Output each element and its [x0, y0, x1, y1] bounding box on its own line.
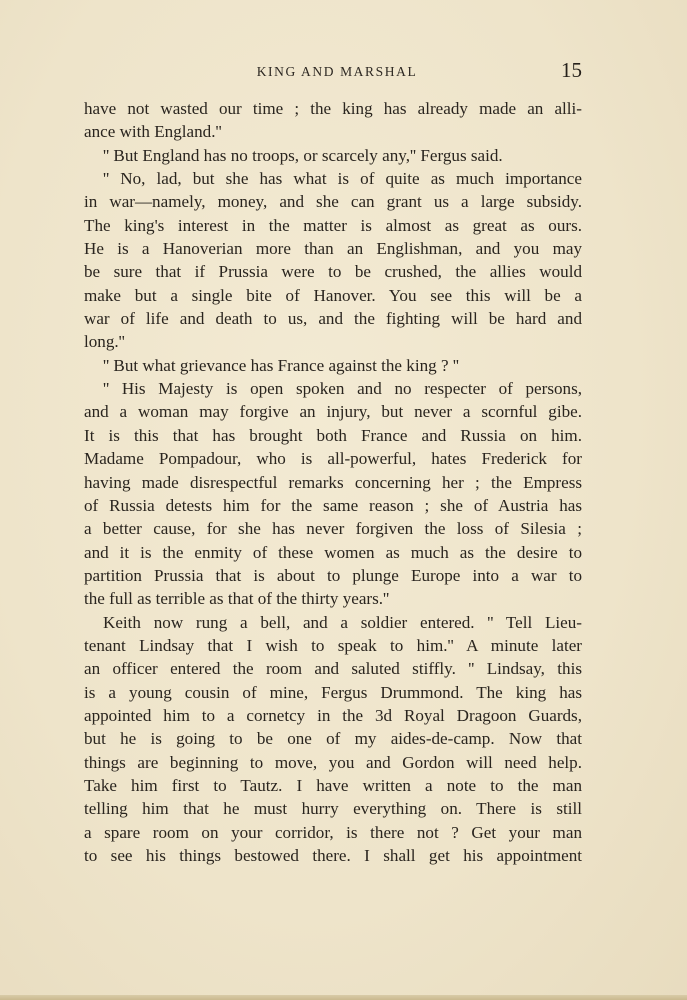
text-line: ance with England.'': [84, 122, 222, 142]
text-line: '' No, lad, but she has what is of quite as much importance: [103, 169, 582, 189]
text-line: '' But England has no troops, or scarcely any,'' Fergus said.: [103, 145, 503, 165]
text-line: The king's interest in the matter is almost as great as ours.: [84, 215, 582, 235]
page-number: 15: [561, 58, 582, 82]
text-line: and it is the enmity of these women as much as the desire to: [84, 542, 582, 562]
text-line: war of life and death to us, and the fighting will be hard and: [84, 309, 582, 329]
text-line: of Russia detests him for the same reason ; she of Austria has: [84, 495, 582, 515]
text-line: tenant Lindsay that I wish to speak to him.'' A minute later: [84, 635, 582, 655]
text-line: a spare room on your corridor, is there not ? Get your man: [84, 822, 582, 842]
text-line: but he is going to be one of my aides-de-camp. Now that: [84, 729, 582, 749]
text-line: '' His Majesty is open spoken and no respecter of persons,: [103, 379, 582, 399]
paragraph: [84, 354, 582, 377]
text-line: Take him first to Tautz. I have written a note to the man: [84, 775, 582, 795]
page-header: [84, 58, 582, 88]
text-line: and a woman may forgive an injury, but never a scornful gibe.: [84, 402, 582, 422]
text-line: having made disrespectful remarks concerning her ; the Empress: [84, 472, 582, 492]
page-edge: [0, 995, 687, 1000]
text-line: He is a Hanoverian more than an Englishman, and you may: [84, 239, 582, 259]
text-line: have not wasted our time ; the king has already made an alli-: [84, 99, 582, 118]
paragraph: [84, 611, 582, 868]
text-line: It is this that has brought both France and Russia on him.: [84, 425, 582, 445]
text-line: an officer entered the room and saluted stiffly. '' Lindsay, this: [84, 659, 582, 679]
paragraph: [84, 97, 582, 144]
text-line: '' But what grievance has France against the king ? '': [103, 355, 459, 375]
text-line: Madame Pompadour, who is all-powerful, hates Frederick for: [84, 449, 582, 469]
text-line: is a young cousin of mine, Fergus Drummond. The king has: [84, 682, 582, 702]
text-line: to see his things bestowed there. I shall get his appointment: [84, 846, 582, 865]
text-line: make but a single bite of Hanover. You see this will be a: [84, 285, 582, 305]
paragraph: [84, 377, 582, 610]
running-head: KING AND MARSHAL: [256, 64, 418, 79]
text-line: Keith now rung a bell, and a soldier entered. '' Tell Lieu-: [103, 612, 582, 632]
paragraph: [84, 167, 582, 354]
paragraph: [84, 144, 582, 167]
text-line: partition Prussia that is about to plunge Europe into a war to: [84, 565, 582, 585]
text-line: in war—namely, money, and she can grant us a large subsidy.: [84, 192, 582, 212]
text-line: things are beginning to move, you and Gordon will need help.: [84, 752, 582, 772]
text-line: appointed him to a cornetcy in the 3d Royal Dragoon Guards,: [84, 705, 582, 725]
text-line: long.'': [84, 332, 125, 352]
text-line: the full as terrible as that of the thirty years.'': [84, 589, 390, 609]
body-text: [84, 97, 582, 867]
text-line: be sure that if Prussia were to be crushed, the allies would: [84, 262, 582, 282]
text-line: telling him that he must hurry everything on. There is still: [84, 799, 582, 819]
text-line: a better cause, for she has never forgiven the loss of Silesia ;: [84, 519, 582, 539]
